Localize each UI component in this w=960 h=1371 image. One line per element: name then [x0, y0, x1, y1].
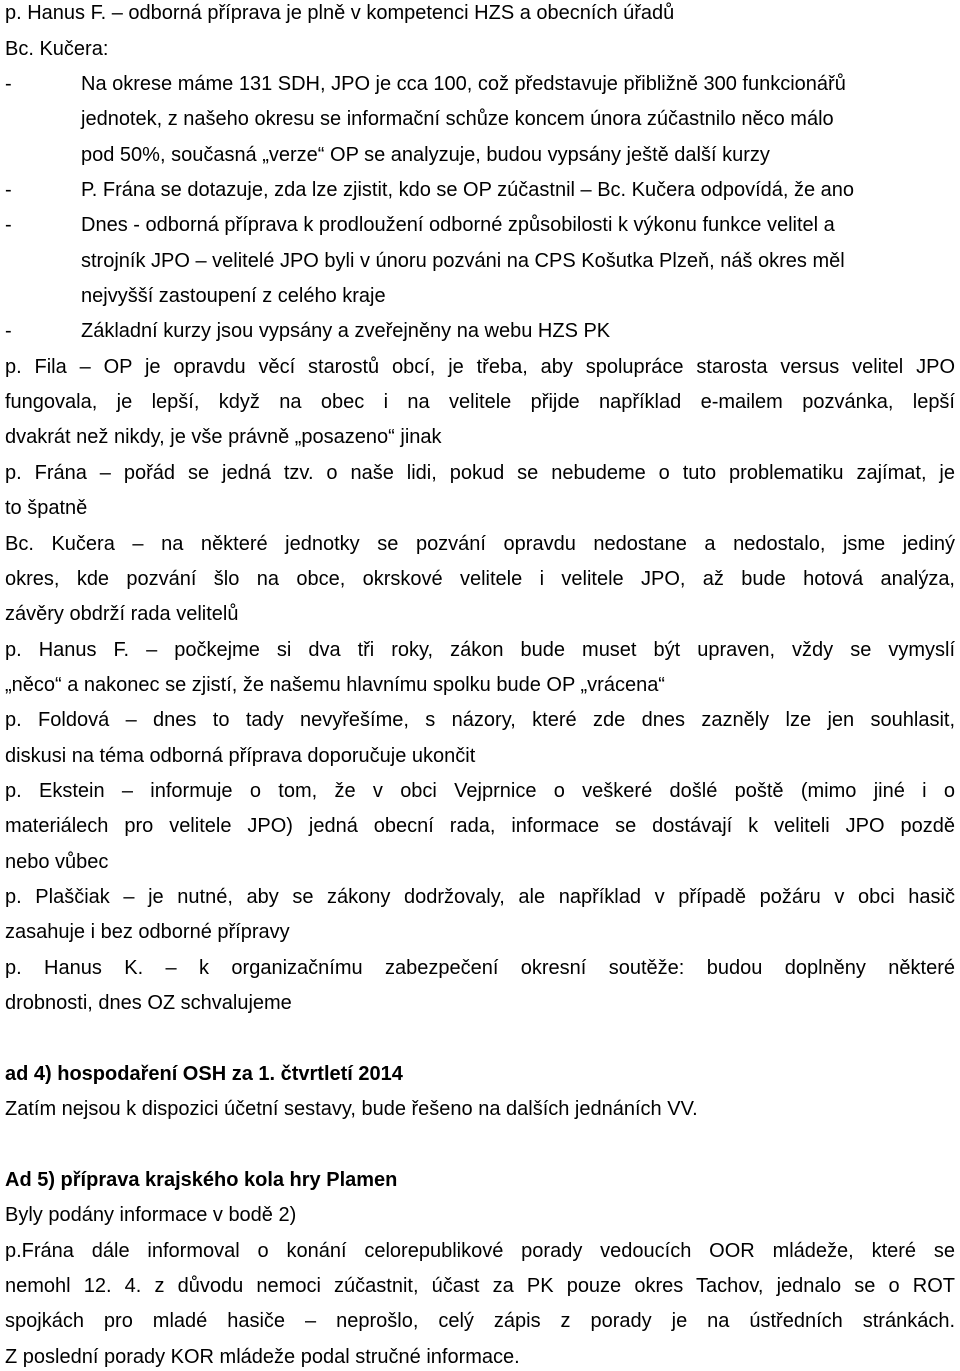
text-line: Zatím nejsou k dispozici účetní sestavy, bude řešeno na dalších jednáních VV.	[5, 1098, 698, 1120]
text-line: Bc. Kučera – na některé jednotky se pozvání opravdu nedostane a nedostalo, jsme jediný	[5, 533, 955, 555]
bullet-text: Na okrese máme 131 SDH, JPO je cca 100, což představuje přibližně 300 funkcionářů	[81, 73, 846, 95]
text-line: Z poslední porady KOR mládeže podal stručné informace.	[5, 1346, 520, 1368]
bullet-dash: -	[5, 214, 12, 236]
section-heading: ad 4) hospodaření OSH za 1. čtvrtletí 2014	[5, 1063, 403, 1085]
text-line: „něco“ a nakonec se zjistí, že našemu hlavnímu spolku bude OP „vrácena“	[5, 674, 665, 696]
text-line: to špatně	[5, 497, 88, 519]
text-line: dvakrát než nikdy, je vše právně „posazeno“ jinak	[5, 426, 442, 448]
text-line: Bc. Kučera:	[5, 38, 109, 60]
text-line: nemohl 12. 4. z důvodu nemoci zúčastnit, účast za PK pouze okres Tachov, jednalo se o ROT	[5, 1275, 955, 1297]
text-line: materiálech pro velitele JPO) jedná obecní rada, informace se dostávají k veliteli JPO pozdě	[5, 815, 955, 837]
text-line: drobnosti, dnes OZ schvalujeme	[5, 992, 292, 1014]
text-line: p. Foldová – dnes to tady nevyřešíme, s názory, které zde dnes zazněly lze jen souhlasit,	[5, 709, 955, 731]
bullet-dash: -	[5, 320, 12, 342]
text-line: nebo vůbec	[5, 851, 109, 873]
bullet-text: nejvyšší zastoupení z celého kraje	[81, 285, 386, 307]
bullet-text: Dnes - odborná příprava k prodloužení odborné způsobilosti k výkonu funkce velitel a	[81, 214, 835, 236]
text-line: diskusi na téma odborná příprava doporučuje ukončit	[5, 745, 476, 767]
text-line: spojkách pro mladé hasiče – neprošlo, celý zápis z porady je na ústředních stránkách.	[5, 1310, 955, 1332]
bullet-text: strojník JPO – velitelé JPO byli v únoru pozváni na CPS Košutka Plzeň, náš okres měl	[81, 250, 845, 272]
section-heading: Ad 5) příprava krajského kola hry Plamen	[5, 1169, 398, 1191]
bullet-text: P. Frána se dotazuje, zda lze zjistit, kdo se OP zúčastnil – Bc. Kučera odpovídá, že ano	[81, 179, 855, 201]
bullet-text: Základní kurzy jsou vypsány a zveřejněny na webu HZS PK	[81, 320, 611, 342]
text-line: závěry obdrží rada velitelů	[5, 603, 239, 625]
bullet-dash: -	[5, 73, 12, 95]
bullet-dash: -	[5, 179, 12, 201]
text-line: p. Fila – OP je opravdu věcí starostů obcí, je třeba, aby spolupráce starosta versus velitel JPO	[5, 356, 955, 378]
text-line: p. Hanus K. – k organizačnímu zabezpečení okresní soutěže: budou doplněny některé	[5, 957, 955, 979]
text-line: p. Plaščiak – je nutné, aby se zákony dodržovaly, ale například v případě požáru v obci hasič	[5, 886, 955, 908]
text-line: p. Hanus F. – odborná příprava je plně v kompetenci HZS a obecních úřadů	[5, 2, 675, 24]
text-line: p. Frána – pořád se jedná tzv. o naše lidi, pokud se nebudeme o tuto problematiku zajímat, je	[5, 462, 955, 484]
text-line: Byly podány informace v bodě 2)	[5, 1204, 297, 1226]
text-line: okres, kde pozvání šlo na obce, okrskové velitele i velitele JPO, až bude hotová analýza,	[5, 568, 955, 590]
text-line: zasahuje i bez odborné přípravy	[5, 921, 290, 943]
text-line: fungovala, je lepší, když na obec i na velitele přijde například e-mailem pozvánka, lepší	[5, 391, 955, 413]
bullet-text: pod 50%, současná „verze“ OP se analyzuje, budou vypsány ještě další kurzy	[81, 144, 770, 166]
text-line: p. Ekstein – informuje o tom, že v obci Vejprnice o veškeré došlé poště (mimo jiné i o	[5, 780, 955, 802]
bullet-text: jednotek, z našeho okresu se informační schůze koncem února zúčastnilo něco málo	[81, 108, 834, 130]
text-line: p.Frána dále informoval o konání celorepublikové porady vedoucích OOR mládeže, které se	[5, 1240, 955, 1262]
text-line: p. Hanus F. – počkejme si dva tři roky, zákon bude muset být upraven, vždy se vymyslí	[5, 639, 955, 661]
